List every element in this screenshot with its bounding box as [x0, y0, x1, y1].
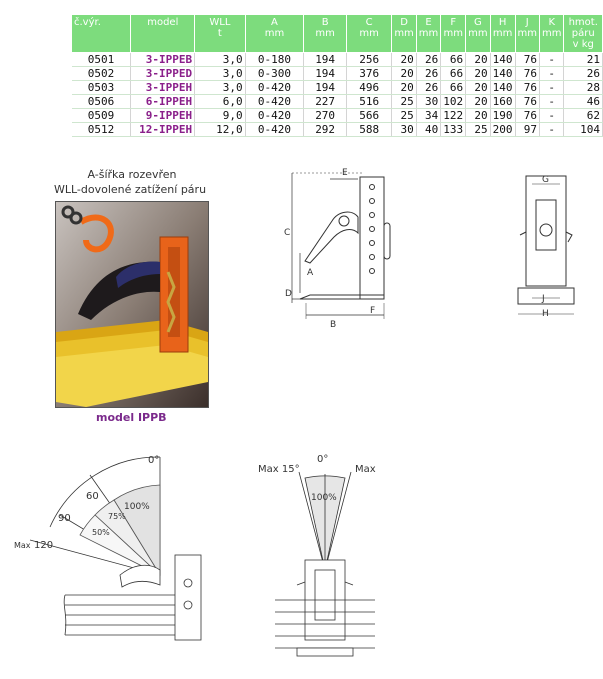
cell-h: 190 [490, 109, 515, 123]
tilt-label-100: 100% [311, 493, 337, 503]
cell-a: 0-420 [245, 95, 304, 109]
side-handle [384, 223, 390, 259]
cell-d: 25 [392, 95, 416, 109]
cell-c: 256 [346, 53, 391, 67]
cell-e: 26 [416, 67, 440, 81]
cell-model: 6-IPPEH [131, 95, 195, 109]
cell-h: 160 [490, 95, 515, 109]
cam-pivot [339, 216, 349, 226]
table-row [72, 81, 603, 95]
cell-e: 34 [416, 109, 440, 123]
cell-e: 26 [416, 53, 440, 67]
cell-f: 102 [441, 95, 466, 109]
cell-d: 30 [392, 123, 416, 137]
dim-label-b: B [330, 320, 337, 330]
angle-label-0: 0° [148, 455, 160, 466]
cell-g: 25 [466, 123, 490, 137]
col-header-d: D mm [392, 15, 416, 53]
front-dimension-drawing [510, 170, 580, 320]
cell-d: 20 [392, 81, 416, 95]
cell-hmot: 26 [564, 67, 603, 81]
cell-j: 76 [515, 95, 539, 109]
dim-label-e: E [342, 168, 348, 178]
cam-arm [305, 212, 358, 263]
cell-e: 30 [416, 95, 440, 109]
cell-k: - [540, 123, 564, 137]
table-header-row [72, 15, 603, 53]
clamp-photo-illustration [56, 202, 208, 407]
cell-k: - [540, 95, 564, 109]
cell-k: - [540, 109, 564, 123]
cell-cvyr: 0502 [72, 67, 131, 81]
col-header-model: model [131, 15, 195, 53]
photo-caption: model IPPB [96, 411, 167, 424]
plate-stack [64, 595, 175, 635]
cell-wll: 3,0 [195, 67, 246, 81]
cell-wll: 3,0 [195, 53, 246, 67]
table-row [72, 53, 603, 67]
caption-wll: WLL-dovolené zatížení páru [53, 183, 207, 196]
cell-g: 20 [466, 81, 490, 95]
load-label-100: 100% [124, 502, 150, 512]
lifting-angle-drawing [10, 445, 240, 665]
cell-c: 516 [346, 95, 391, 109]
cell-model: 12-IPPEH [131, 123, 195, 137]
col-header-a: A mm [245, 15, 304, 53]
cell-cvyr: 0506 [72, 95, 131, 109]
cell-cvyr: 0501 [72, 53, 131, 67]
cell-f: 133 [441, 123, 466, 137]
cell-cvyr: 0512 [72, 123, 131, 137]
col-header-c: C mm [346, 15, 391, 53]
cell-h: 140 [490, 67, 515, 81]
cell-hmot: 46 [564, 95, 603, 109]
cell-f: 66 [441, 81, 466, 95]
cell-f: 66 [441, 53, 466, 67]
dim-label-f: F [370, 306, 376, 316]
cell-model: 3-IPPEB [131, 53, 195, 67]
dim-label-j: J [542, 294, 545, 304]
dim-label-d: D [285, 289, 292, 299]
cell-hmot: 62 [564, 109, 603, 123]
cell-a: 0-180 [245, 53, 304, 67]
table-row [72, 123, 603, 137]
cell-j: 76 [515, 81, 539, 95]
adjust-holes [370, 185, 375, 274]
cell-c: 566 [346, 109, 391, 123]
cell-d: 25 [392, 109, 416, 123]
angle-label-120: 120 [34, 540, 54, 551]
cell-model: 3-IPPEH [131, 81, 195, 95]
cell-cvyr: 0509 [72, 109, 131, 123]
cell-h: 140 [490, 53, 515, 67]
tilt-label-0: 0° [317, 454, 329, 465]
cell-j: 76 [515, 109, 539, 123]
cell-j: 76 [515, 67, 539, 81]
col-header-k: K mm [540, 15, 564, 53]
cell-g: 20 [466, 67, 490, 81]
cell-a: 0-300 [245, 67, 304, 81]
cell-b: 270 [304, 109, 347, 123]
load-label-50: 50% [92, 528, 110, 537]
dim-label-a: A [307, 268, 314, 278]
clamp-body-angle [175, 555, 201, 640]
side-dimension-drawing [270, 163, 405, 333]
table-row [72, 67, 603, 81]
clamp-side-body [360, 177, 384, 299]
col-header-h: H mm [490, 15, 515, 53]
dim-label-h: H [542, 309, 549, 319]
cell-b: 194 [304, 81, 347, 95]
cell-a: 0-420 [245, 109, 304, 123]
cell-h: 200 [490, 123, 515, 137]
table-row [72, 109, 603, 123]
cell-k: - [540, 53, 564, 67]
angle-label-60: 60 [86, 491, 99, 502]
clamp-front-body [526, 176, 566, 286]
cell-wll: 3,0 [195, 81, 246, 95]
cell-wll: 6,0 [195, 95, 246, 109]
cell-k: - [540, 81, 564, 95]
col-header-e: E mm [416, 15, 440, 53]
col-header-j: J mm [515, 15, 539, 53]
front-base [518, 288, 574, 304]
cell-b: 292 [304, 123, 347, 137]
spec-table [71, 14, 603, 137]
tilt-label-max: Max [355, 464, 376, 475]
cell-model: 3-IPPED [131, 67, 195, 81]
col-header-f: F mm [441, 15, 466, 53]
cell-model: 9-IPPEH [131, 109, 195, 123]
angle-label-90: 90 [58, 513, 71, 524]
cell-b: 194 [304, 53, 347, 67]
load-label-75: 75% [108, 512, 126, 521]
table-row [72, 95, 603, 109]
cell-g: 20 [466, 53, 490, 67]
cell-c: 376 [346, 67, 391, 81]
cell-k: - [540, 67, 564, 81]
cell-wll: 12,0 [195, 123, 246, 137]
col-header-hmot: hmot. páru v kg [564, 15, 603, 53]
cam-front [536, 200, 556, 250]
cell-g: 20 [466, 109, 490, 123]
col-header-wll: WLL t [195, 15, 246, 53]
product-photo [55, 201, 209, 408]
bottom-jaw [300, 295, 384, 299]
cell-hmot: 21 [564, 53, 603, 67]
cell-hmot: 104 [564, 123, 603, 137]
tilt-label-max15: Max 15° [258, 464, 300, 475]
cell-d: 20 [392, 53, 416, 67]
cell-f: 122 [441, 109, 466, 123]
col-header-b: B mm [304, 15, 347, 53]
cell-e: 26 [416, 81, 440, 95]
cell-h: 140 [490, 81, 515, 95]
cell-c: 588 [346, 123, 391, 137]
cell-d: 20 [392, 67, 416, 81]
caption-width: A-šířka rozevřen [87, 168, 177, 181]
cell-b: 227 [304, 95, 347, 109]
dim-label-g: G [542, 175, 549, 185]
cell-j: 97 [515, 123, 539, 137]
cell-hmot: 28 [564, 81, 603, 95]
cell-g: 20 [466, 95, 490, 109]
cell-e: 40 [416, 123, 440, 137]
cell-a: 0-420 [245, 123, 304, 137]
cell-b: 194 [304, 67, 347, 81]
cell-wll: 9,0 [195, 109, 246, 123]
col-header-cvyr: č.výr. [72, 15, 131, 53]
col-header-g: G mm [466, 15, 490, 53]
cell-cvyr: 0503 [72, 81, 131, 95]
cell-c: 496 [346, 81, 391, 95]
cell-j: 76 [515, 53, 539, 67]
angle-label-max: Max [14, 541, 31, 550]
cell-a: 0-420 [245, 81, 304, 95]
cell-f: 66 [441, 67, 466, 81]
tilt-angle-drawing [255, 450, 395, 665]
dim-label-c: C [284, 228, 291, 238]
